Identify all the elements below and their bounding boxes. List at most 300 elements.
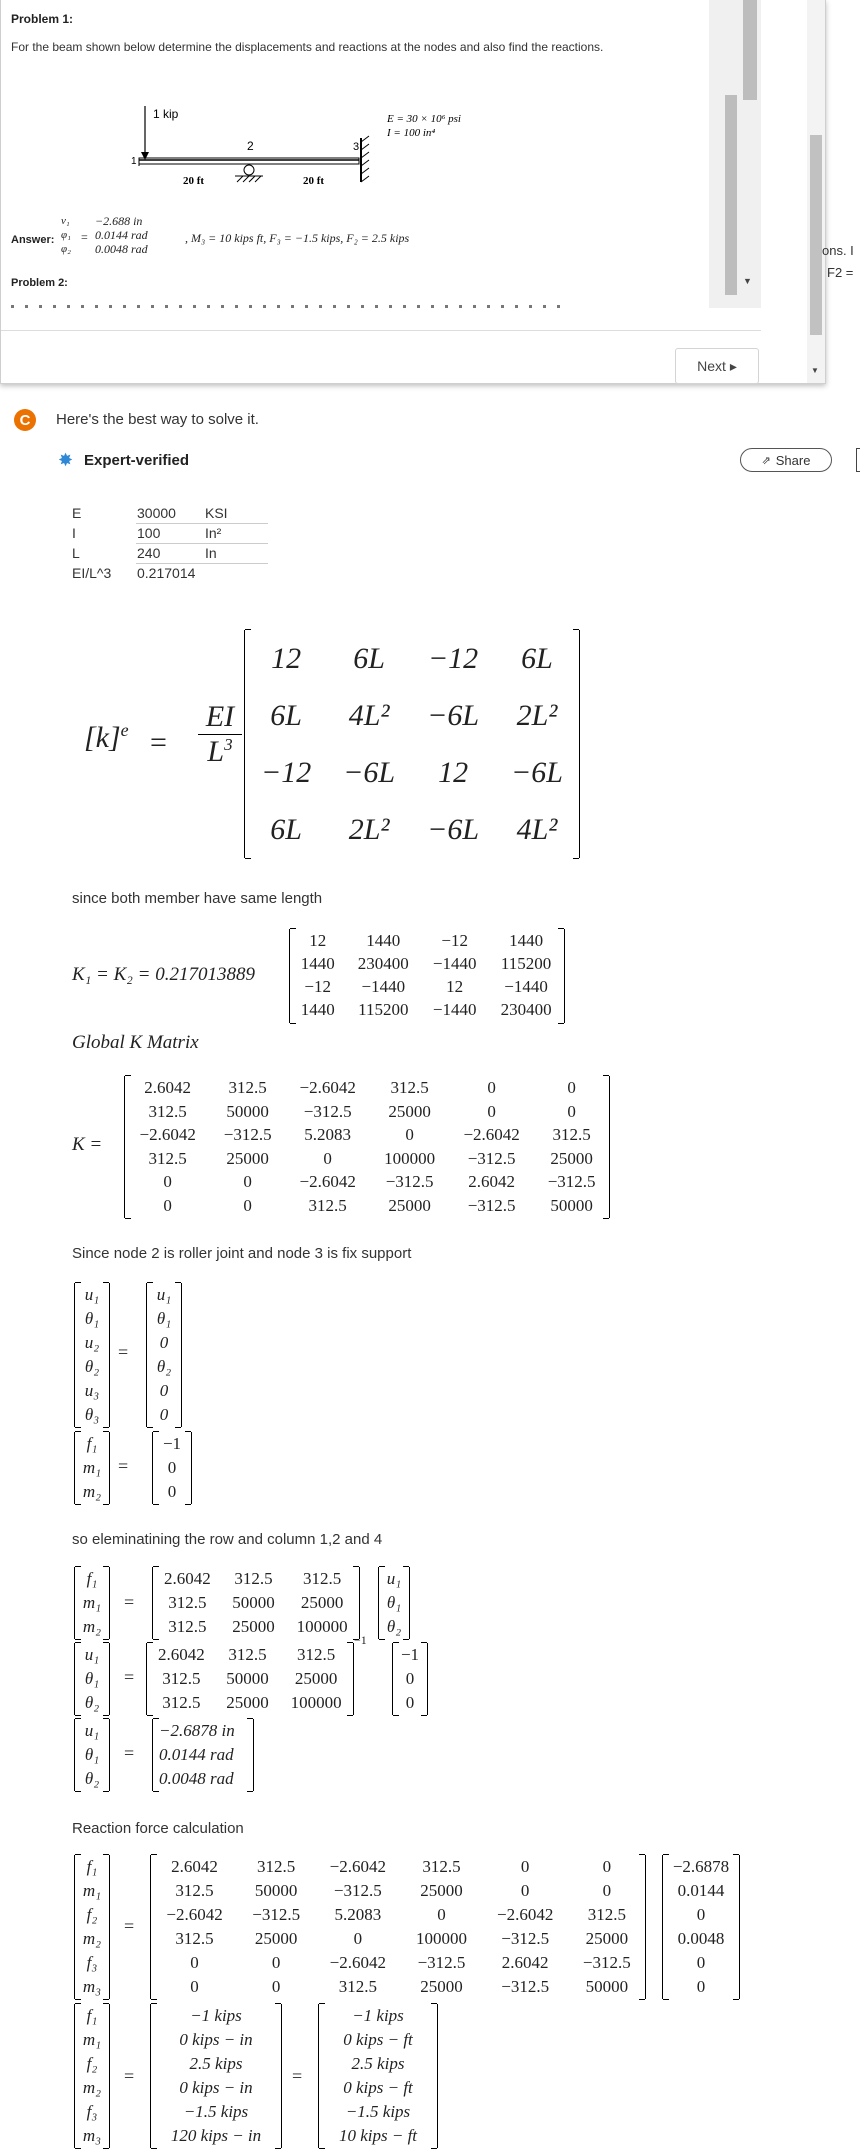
- vector-item: u₁: [84, 1285, 100, 1304]
- matrix-cell: −6L: [511, 755, 563, 789]
- vector-item: u₂: [84, 1333, 100, 1352]
- matrix-row: [151, 1879, 645, 1903]
- matrix-cell: −12: [304, 977, 331, 996]
- properties-table: [72, 503, 268, 583]
- matrix-cell: 312.5: [390, 1078, 429, 1097]
- reaction-lhs-vector: [74, 1855, 110, 1999]
- matrix-cell: 50000: [550, 1195, 593, 1215]
- inner-scroll-thumb-top[interactable]: [743, 0, 757, 100]
- matrix-cell: 25000: [294, 1669, 338, 1688]
- matrix-row: [125, 1147, 609, 1171]
- matrix-row: [147, 1643, 353, 1667]
- vector-item: u₁: [84, 1721, 100, 1740]
- matrix-cell: 0: [243, 1172, 252, 1191]
- matrix-cell: 25000: [420, 1881, 463, 1900]
- load-arrowhead: [141, 152, 149, 160]
- matrix-cell: 0: [190, 1953, 199, 1972]
- vector-item: m₂: [82, 2078, 102, 2097]
- matrix-cell: −1440: [432, 954, 477, 973]
- matrix-cell: 25000: [226, 1148, 269, 1168]
- matrix-cell: −2.6042: [496, 1905, 554, 1924]
- table-row: E 30000 KSI: [72, 503, 268, 523]
- vector-item: −1.5 kips: [183, 2102, 249, 2121]
- matrix-row: [245, 744, 579, 801]
- matrix-row: [125, 1170, 609, 1194]
- matrix-cell: −312.5: [252, 1905, 301, 1924]
- problem2-title: Problem 2:: [11, 277, 68, 289]
- matrix-cell: 2L²: [348, 812, 390, 846]
- matrix-cell: −312.5: [547, 1172, 596, 1191]
- vector-item: −1 kips: [352, 2006, 404, 2025]
- matrix-cell: 0: [243, 1195, 252, 1215]
- matrix-cell: 50000: [226, 1101, 269, 1121]
- vector-item: 0.0048 rad: [159, 1769, 234, 1788]
- matrix-cell: −2.6042: [299, 1078, 356, 1097]
- matrix-cell: 12: [309, 931, 327, 950]
- matrix-cell: −6L: [427, 698, 480, 732]
- disp-vector-right: [146, 1283, 182, 1427]
- load-label: 1 kip: [153, 107, 179, 121]
- vector-item: 2.5 kips: [351, 2054, 405, 2073]
- matrix-cell: 0: [163, 1195, 172, 1215]
- vector-item: u₁: [386, 1569, 402, 1588]
- matrix-cell: −12: [441, 931, 468, 950]
- matrix-cell: −312.5: [501, 1929, 550, 1948]
- answer-tail: , M₃ = 10 kips ft, F₃ = −1.5 kips, F₂ = 2.5 kips: [185, 231, 410, 245]
- matrix-cell: 0: [487, 1078, 496, 1097]
- vector-item: m₁: [82, 2030, 102, 2049]
- matrix-cell: 312.5: [234, 1569, 273, 1588]
- share-label: Share: [775, 452, 811, 468]
- matrix-cell: −2.6042: [299, 1172, 356, 1191]
- inverse-rhs-vector: [392, 1643, 428, 1715]
- matrix-cell: 6L: [521, 641, 553, 675]
- final-reactions-in-vector: [150, 2004, 282, 2148]
- vector-item: θ₁: [84, 1669, 100, 1688]
- chegg-logo-icon: C: [14, 409, 36, 431]
- span2-label: 20 ft: [303, 175, 325, 187]
- matrix-cell: 115200: [358, 1000, 409, 1019]
- matrix-cell: 25000: [232, 1617, 275, 1636]
- matrix-cell: 312.5: [228, 1078, 267, 1097]
- matrix-row: [151, 1975, 645, 1999]
- matrix-row: [290, 952, 564, 975]
- reaction-calc-text: Reaction force calculation: [72, 1820, 244, 1837]
- outer-scroll-down-icon[interactable]: ▼: [811, 366, 819, 375]
- matrix-cell: 5.2083: [304, 1125, 352, 1144]
- matrix-cell: 0: [271, 1953, 281, 1972]
- matrix-cell: 312.5: [228, 1645, 267, 1664]
- reduced-force-vector: [74, 1567, 110, 1639]
- matrix-cell: 25000: [388, 1101, 431, 1121]
- ke-frac-num: EI: [205, 700, 235, 733]
- vector-item: −1: [162, 1434, 182, 1453]
- vector-item: m₁: [82, 1458, 102, 1477]
- vector-item: m₂: [82, 1482, 102, 1501]
- vector-item: θ₁: [156, 1309, 172, 1328]
- matrix-cell: 100000: [384, 1148, 436, 1168]
- matrix-cell: 1440: [300, 954, 335, 973]
- matrix-cell: 312.5: [303, 1569, 342, 1588]
- matrix-row: [245, 801, 579, 858]
- vector-item: f₁: [86, 1569, 98, 1588]
- vector-item: m₂: [82, 1617, 102, 1636]
- matrix-cell: 312.5: [308, 1195, 347, 1215]
- boundary-conditions-text: Since node 2 is roller joint and node 3 is fix support: [72, 1245, 412, 1262]
- vector-item: θ₂: [156, 1357, 172, 1376]
- matrix-row: [151, 1855, 645, 1879]
- vector-item: 0: [696, 1905, 706, 1924]
- matrix-cell: −312.5: [467, 1195, 516, 1215]
- matrix-row: [153, 1591, 359, 1615]
- matrix-cell: 0: [567, 1101, 576, 1121]
- vector-item: m₃: [82, 1977, 102, 1996]
- matrix-cell: 1440: [366, 931, 401, 950]
- matrix-cell: −312.5: [303, 1101, 352, 1121]
- reduced-unknown-vector: [378, 1567, 410, 1639]
- vector-item: θ₃: [84, 1405, 100, 1424]
- matrix-cell: 25000: [300, 1593, 344, 1612]
- matrix-cell: 312.5: [175, 1929, 214, 1948]
- matrix-cell: 12: [446, 977, 464, 996]
- answer-val-item: 0.0048 rad: [95, 242, 148, 256]
- vector-item: 2.5 kips: [189, 2054, 243, 2073]
- vector-item: 0: [159, 1333, 169, 1352]
- matrix-cell: −2.6042: [329, 1953, 386, 1972]
- question-panel: [0, 0, 826, 384]
- matrix-cell: −312.5: [501, 1977, 550, 1996]
- matrix-cell: 312.5: [297, 1645, 336, 1664]
- matrix-cell: 2.6042: [501, 1953, 549, 1972]
- matrix-cell: 0: [567, 1078, 576, 1097]
- matrix-cell: −2.6042: [463, 1125, 520, 1144]
- vector-item: u₁: [156, 1285, 172, 1304]
- matrix-cell: 312.5: [168, 1617, 207, 1636]
- vector-item: f₁: [86, 1434, 98, 1453]
- vector-item: 0: [405, 1693, 415, 1712]
- matrix-row: [290, 929, 564, 952]
- matrix-cell: 0: [271, 1977, 281, 1996]
- right-snippet-1: ons. I: [822, 243, 854, 258]
- node2-label: 2: [247, 139, 254, 153]
- outer-scrollbar[interactable]: [807, 0, 825, 383]
- matrix-cell: −12: [260, 755, 312, 789]
- matrix-cell: −312.5: [582, 1953, 631, 1972]
- answer-vector: [61, 214, 71, 256]
- right-cutoff-text: [822, 240, 854, 284]
- beam-figure: [121, 98, 501, 198]
- vector-item: u₃: [84, 1381, 100, 1400]
- matrix-cell: −12: [427, 641, 479, 675]
- matrix-cell: 50000: [232, 1593, 275, 1612]
- vector-item: θ₂: [84, 1357, 100, 1376]
- same-length-text: since both member have same length: [72, 890, 323, 907]
- k1k2-label: K₁ = K₂ = 0.217013889: [72, 964, 255, 985]
- answer-val-item: −2.688 in: [95, 214, 143, 228]
- matrix-cell: −1440: [361, 977, 406, 996]
- vector-item: f₁: [86, 1857, 98, 1876]
- ke-sup: e: [120, 720, 129, 740]
- vector-item: θ₂: [84, 1693, 100, 1712]
- vector-item: θ₁: [84, 1309, 100, 1328]
- vector-item: 0: [696, 1953, 706, 1972]
- matrix-cell: 100000: [296, 1617, 348, 1636]
- matrix-cell: −312.5: [467, 1148, 516, 1168]
- matrix-cell: 25000: [388, 1195, 431, 1215]
- inner-scroll-thumb[interactable]: [725, 95, 737, 295]
- share-button[interactable]: [740, 448, 832, 472]
- matrix-cell: 2.6042: [171, 1857, 218, 1876]
- matrix-cell: −2.6042: [166, 1905, 223, 1924]
- matrix-cell: 2.6042: [157, 1645, 205, 1664]
- matrix-cell: 115200: [500, 954, 552, 973]
- vector-item: −1.5 kips: [345, 2102, 411, 2121]
- matrix-cell: 2L²: [516, 698, 558, 732]
- global-k-label: Global K Matrix: [72, 1032, 199, 1053]
- matrix-cell: 312.5: [587, 1905, 626, 1924]
- matrix-cell: 312.5: [168, 1593, 207, 1612]
- right-cutoff-bracket: [856, 448, 860, 472]
- vector-item: 0 kips − ft: [343, 2078, 413, 2097]
- matrix-cell: 0: [353, 1929, 363, 1948]
- matrix-row: [125, 1100, 609, 1124]
- vector-item: f₁: [86, 2006, 98, 2025]
- matrix-cell: 312.5: [338, 1977, 377, 1996]
- vector-item: θ₁: [386, 1593, 402, 1612]
- matrix-cell: 312.5: [552, 1125, 591, 1144]
- answer-vec-item: v₁: [61, 215, 70, 227]
- matrix-cell: 0: [323, 1148, 332, 1168]
- matrix-cell: 50000: [254, 1881, 298, 1900]
- matrix-row: [245, 687, 579, 744]
- vector-item: θ₁: [84, 1745, 100, 1764]
- vector-item: 0: [159, 1405, 169, 1424]
- matrix-cell: 0: [437, 1905, 446, 1924]
- inverse-k-matrix: [146, 1643, 354, 1715]
- vector-item: θ₂: [386, 1617, 402, 1636]
- matrix-row: [125, 1194, 609, 1218]
- matrix-row: [245, 630, 579, 687]
- roller-support: [244, 165, 254, 175]
- matrix-cell: 1440: [300, 1000, 335, 1019]
- vector-item: 0: [167, 1482, 177, 1501]
- matrix-cell: −6L: [427, 812, 480, 846]
- matrix-row: [151, 1927, 645, 1951]
- vector-item: 10 kips − ft: [338, 2126, 418, 2145]
- matrix-cell: 100000: [415, 1929, 467, 1948]
- reaction-k-matrix: [150, 1855, 646, 1999]
- vector-item: m₂: [82, 1929, 102, 1948]
- matrix-cell: 312.5: [422, 1857, 461, 1876]
- solution-intro: Here's the best way to solve it.: [56, 411, 259, 428]
- final-lhs-vector: [74, 2004, 110, 2148]
- matrix-cell: 25000: [585, 1929, 629, 1948]
- ke-label-text: [k]: [84, 721, 121, 754]
- question-scroll-area[interactable]: Problem 1: For the beam shown below determine the displacements and reactions at the nodes and also find the reactions. 1 kip 1 2 3 20 ft 20 ft E = 30 × 10⁶ psi I = 100 in⁴ Answer: v₁ φ₁ φ₂ = −2.688 in 0.0144 rad 0.0048 rad , M₃ = 10 kips ft, F₃ = −1.5 kips, F₂ = 2.5 kips Problem 2: ▼: [1, 0, 761, 308]
- ke-frac-den-sup: 3: [224, 735, 233, 754]
- share-icon: ⇗: [761, 454, 771, 467]
- matrix-cell: 50000: [226, 1669, 269, 1688]
- inverse-lhs-vector: [74, 1643, 110, 1715]
- matrix-cell: −312.5: [333, 1881, 382, 1900]
- answer-vec-item: φ₂: [61, 243, 71, 255]
- vector-item: −2.6878 in: [159, 1721, 235, 1740]
- matrix-cell: 230400: [357, 954, 409, 973]
- matrix-cell: −1440: [504, 977, 548, 996]
- vector-item: −1: [400, 1645, 420, 1664]
- matrix-cell: −1440: [432, 1000, 477, 1019]
- matrix-cell: 230400: [500, 1000, 552, 1019]
- matrix-cell: 2.6042: [163, 1569, 211, 1588]
- vector-item: 0: [159, 1381, 169, 1400]
- matrix-cell: 0: [520, 1881, 530, 1900]
- matrix-cell: 2.6042: [144, 1078, 192, 1097]
- scroll-down-arrow-icon[interactable]: ▼: [743, 276, 752, 286]
- vector-item: 0.0144 rad: [159, 1745, 234, 1764]
- table-row: EI/L^3 0.217014: [72, 565, 196, 582]
- vector-item: m₃: [82, 2126, 102, 2145]
- matrix-cell: 25000: [550, 1148, 593, 1168]
- answer-val-item: 0.0144 rad: [95, 228, 148, 242]
- matrix-cell: 50000: [585, 1977, 629, 1996]
- expert-verified-label: Expert-verified: [84, 452, 190, 469]
- matrix-row: [151, 1951, 645, 1975]
- matrix-row: [153, 1567, 359, 1591]
- matrix-cell: −312.5: [223, 1125, 272, 1144]
- vector-item: f₃: [86, 2102, 98, 2121]
- matrix-cell: 6L: [270, 698, 302, 732]
- matrix-cell: 0: [405, 1125, 414, 1144]
- outer-scroll-thumb[interactable]: [810, 135, 822, 335]
- matrix-row: [125, 1123, 609, 1147]
- matrix-cell: 100000: [290, 1693, 342, 1712]
- global-k-matrix: [124, 1076, 610, 1218]
- matrix-cell: 0: [163, 1172, 172, 1191]
- matrix-row: [147, 1691, 353, 1715]
- matrix-cell: 0: [520, 1857, 530, 1876]
- matrix-cell: −312.5: [417, 1953, 466, 1972]
- problem1-text: For the beam shown below determine the displacements and reactions at the nodes and also find the reactions.: [11, 40, 604, 54]
- matrix-cell: 25000: [420, 1977, 463, 1996]
- vector-item: m₁: [82, 1593, 102, 1612]
- matrix-cell: 25000: [226, 1693, 269, 1712]
- vector-item: f₃: [86, 1953, 98, 1972]
- vector-item: 0: [167, 1458, 177, 1477]
- matrix-row: [290, 975, 564, 998]
- matrix-cell: −2.6042: [139, 1125, 196, 1144]
- answer-vec-item: φ₁: [61, 229, 71, 241]
- verified-badge-icon: ✸: [58, 450, 74, 470]
- matrix-cell: 1440: [509, 931, 544, 950]
- vector-item: −1 kips: [190, 2006, 242, 2025]
- next-button[interactable]: Next ▸: [675, 348, 759, 384]
- vector-item: 0.0048: [677, 1929, 725, 1948]
- matrix-cell: 312.5: [148, 1148, 187, 1168]
- disp-vector-left: [74, 1283, 110, 1427]
- vector-item: f₂: [86, 2054, 98, 2073]
- problem1-title: Problem 1:: [11, 12, 74, 26]
- elimination-text: so eleminatining the row and column 1,2 and 4: [72, 1531, 383, 1548]
- matrix-cell: 6L: [270, 812, 302, 846]
- matrix-cell: 4L²: [516, 812, 558, 846]
- matrix-cell: −2.6042: [329, 1857, 386, 1876]
- matrix-row: [153, 1615, 359, 1639]
- result-lhs-vector: [74, 1719, 110, 1791]
- matrix-cell: 312.5: [162, 1693, 201, 1712]
- vector-item: 0: [405, 1669, 415, 1688]
- reaction-disp-vector: [662, 1855, 740, 1999]
- reduced-k-matrix: [152, 1567, 360, 1639]
- vector-item: θ₂: [84, 1769, 100, 1788]
- table-row: L 240 In: [72, 543, 268, 563]
- matrix-cell: 5.2083: [334, 1905, 382, 1924]
- result-values-vector: [152, 1719, 254, 1791]
- inner-scrollbar[interactable]: [709, 0, 761, 308]
- matrix-cell: 25000: [254, 1929, 298, 1948]
- inverse-sup: −1: [354, 1633, 367, 1647]
- final-reactions-ft-vector: [318, 2004, 438, 2148]
- vector-item: f₂: [86, 1905, 98, 1924]
- matrix-cell: −312.5: [385, 1172, 434, 1191]
- vector-item: 0 kips − in: [179, 2030, 253, 2049]
- matrix-cell: 312.5: [162, 1669, 201, 1688]
- vector-item: −2.6878: [672, 1857, 730, 1876]
- table-row: I 100 In²: [72, 523, 268, 543]
- matrix-cell: 0: [190, 1977, 199, 1996]
- matrix-cell: 4L²: [348, 698, 390, 732]
- force-vector-right: [152, 1432, 192, 1504]
- matrix-cell: 312.5: [175, 1881, 214, 1900]
- right-snippet-2: F2 =: [827, 265, 854, 280]
- matrix-cell: 312.5: [148, 1101, 187, 1121]
- problem2-cutoff-text: [11, 305, 571, 308]
- prop-i: I = 100 in⁴: [387, 127, 436, 139]
- matrix-cell: 6L: [353, 641, 385, 675]
- node1-label: 1: [131, 156, 137, 167]
- matrix-cell: 2.6042: [468, 1172, 515, 1191]
- matrix-cell: 0: [487, 1101, 496, 1121]
- node3-label: 3: [353, 141, 360, 153]
- prop-e: E = 30 × 10⁶ psi: [387, 113, 461, 125]
- matrix-row: [151, 1903, 645, 1927]
- matrix-cell: 12: [271, 641, 302, 675]
- matrix-cell: −6L: [343, 755, 396, 789]
- matrix-cell: 312.5: [257, 1857, 296, 1876]
- ke-label: [84, 720, 129, 755]
- k1k2-matrix: [289, 929, 565, 1023]
- answer-values: [95, 214, 148, 256]
- vector-item: 0: [696, 1977, 706, 1996]
- global-k-eq: K =: [72, 1134, 103, 1155]
- ke-frac-den: L: [207, 735, 225, 768]
- vector-item: 0 kips − ft: [343, 2030, 413, 2049]
- vector-item: 120 kips − in: [170, 2126, 262, 2145]
- vector-item: m₁: [82, 1881, 102, 1900]
- vector-item: 0.0144: [677, 1881, 725, 1900]
- matrix-cell: 0: [602, 1857, 612, 1876]
- vector-item: u₁: [84, 1645, 100, 1664]
- ke-matrix: [244, 630, 580, 858]
- span1-label: 20 ft: [183, 175, 205, 187]
- matrix-row: [147, 1667, 353, 1691]
- answer-label: Answer:: [11, 234, 55, 246]
- matrix-cell: 0: [602, 1881, 612, 1900]
- matrix-row: [290, 998, 564, 1021]
- force-vector-left: [74, 1432, 110, 1504]
- ke-frac: [198, 700, 242, 769]
- vector-item: 0 kips − in: [179, 2078, 253, 2097]
- matrix-row: [125, 1076, 609, 1100]
